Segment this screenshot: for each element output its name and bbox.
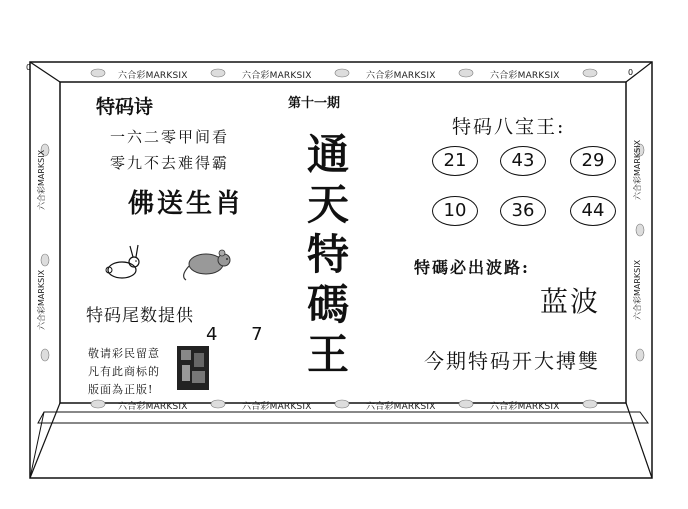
border-brand-label: 六合彩MARKSIX <box>490 71 560 81</box>
headline-column <box>298 130 358 380</box>
special-number: 36 <box>500 196 546 226</box>
notice-line: 敬请彩民留意 <box>88 347 160 360</box>
special-number: 43 <box>500 146 546 176</box>
headline-char: 通 <box>306 130 349 179</box>
eight-treasure-title: 特码八宝王: <box>452 116 566 138</box>
issue-number: 第十一期 <box>288 96 341 111</box>
border-brand-label: 六合彩MARKSIX <box>118 71 188 81</box>
special-number: 10 <box>432 196 478 226</box>
headline-char: 王 <box>306 330 349 379</box>
authenticity-notice <box>88 345 178 399</box>
border-brand-label: 六合彩MARKSIX <box>37 149 46 210</box>
corner-mark-tl: 0 <box>26 63 32 72</box>
tail-numbers: 4 7 <box>206 324 277 345</box>
border-brand-label: 六合彩MARKSIX <box>490 402 560 412</box>
border-brand-label: 六合彩MARKSIX <box>633 139 642 200</box>
poem-line-2: 零九不去难得霸 <box>110 154 230 172</box>
border-brand-label: 六合彩MARKSIX <box>118 402 188 412</box>
special-number: 21 <box>432 146 478 176</box>
border-brand-label: 六合彩MARKSIX <box>366 71 436 81</box>
headline-char: 天 <box>306 180 349 229</box>
border-brand-label: 六合彩MARKSIX <box>633 259 642 320</box>
headline-char: 特 <box>306 230 349 279</box>
poem-line-1: 一六二零甲间看 <box>110 128 230 146</box>
rat-icon <box>178 242 236 282</box>
border-brand-label: 六合彩MARKSIX <box>366 402 436 412</box>
tail-number-label: 特码尾数提供 <box>86 306 194 326</box>
notice-line: 版面為正版! <box>88 383 154 396</box>
zodiac-heading: 佛送生肖 <box>128 189 245 219</box>
rabbit-icon <box>100 244 146 280</box>
seal-stamp-icon <box>176 345 210 391</box>
special-number: 29 <box>570 146 616 176</box>
headline-char: 碼 <box>306 280 349 329</box>
border-brand-label: 六合彩MARKSIX <box>242 71 312 81</box>
special-number: 44 <box>570 196 616 226</box>
double-bet-text: 今期特码开大搏雙 <box>424 349 600 373</box>
poem-title: 特码诗 <box>96 96 154 118</box>
corner-mark-tr: 0 <box>628 68 634 77</box>
border-brand-label: 六合彩MARKSIX <box>242 402 312 412</box>
border-brand-label: 六合彩MARKSIX <box>37 269 46 330</box>
wave-value: 蓝波 <box>540 285 601 318</box>
wave-title: 特碼必出波路: <box>414 258 530 277</box>
notice-line: 凡有此商标的 <box>88 365 160 378</box>
